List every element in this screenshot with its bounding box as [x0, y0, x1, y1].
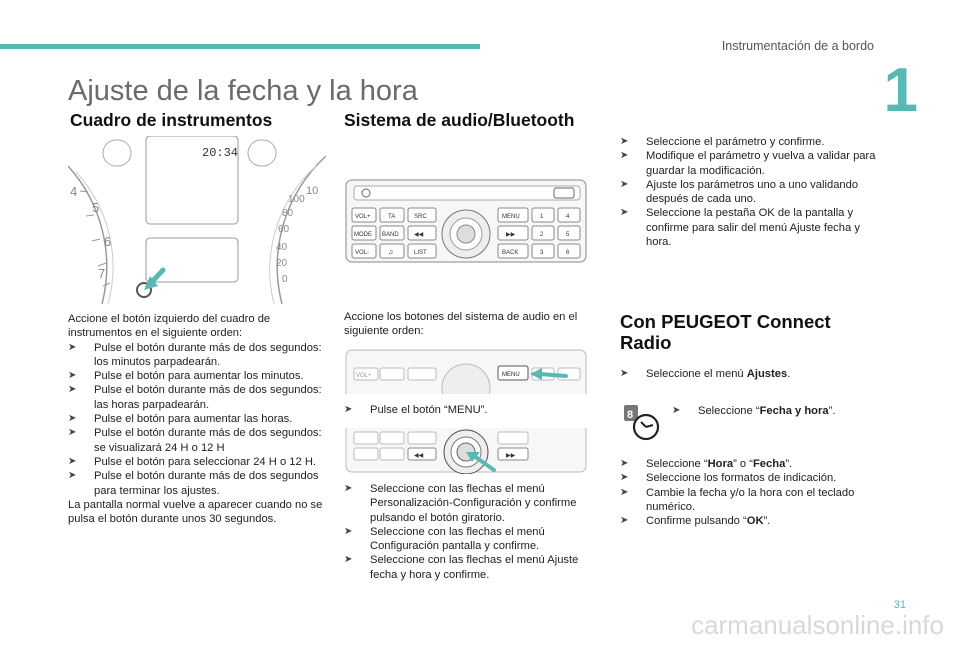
- svg-text:1: 1: [540, 214, 544, 220]
- svg-text:80: 80: [282, 208, 294, 219]
- svg-text:20: 20: [276, 258, 288, 269]
- svg-text:5: 5: [566, 232, 570, 238]
- list-item: ➤ Pulse el botón “MENU”.: [344, 404, 488, 416]
- list-item: ➤ Pulse el botón para aumentar las horas.: [68, 413, 293, 426]
- list-item: ➤ Seleccione “Hora” o “Fecha”.: [620, 458, 793, 470]
- page-number: 31: [893, 599, 906, 611]
- dial-left-6: 6: [104, 234, 112, 249]
- svg-text:♫: ♫: [388, 249, 394, 256]
- list-item: ➤ Seleccione la pestaña OK de la pantalla y confirme para salir del menú Ajuste fecha y hora.: [620, 207, 860, 249]
- icon-badge: 8: [627, 409, 634, 421]
- clock-settings-icon: [624, 405, 662, 441]
- svg-text:▶▶: ▶▶: [506, 232, 516, 238]
- audio-menu-button-image: [344, 348, 590, 394]
- col3-tab-step: [672, 404, 872, 418]
- list-item: ➤ Pulse el botón para aumentar los minutos.: [68, 370, 304, 383]
- svg-text:60: 60: [278, 224, 290, 235]
- col1-intro: Accione el botón izquierdo del cuadro de instrumentos en el siguiente orden:: [68, 313, 271, 340]
- list-item: ➤ Seleccione el menú Ajustes.: [620, 368, 791, 380]
- svg-text:100: 100: [288, 194, 305, 205]
- col2-menu-step: [344, 403, 596, 417]
- svg-text:3: 3: [540, 250, 544, 256]
- svg-text:VOL+: VOL+: [355, 214, 371, 220]
- col2-steps: [344, 482, 596, 582]
- list-item: ➤ Pulse el botón durante más de dos segundos: se visualizará 24 H o 12 H: [68, 427, 322, 454]
- page-title: Ajuste de la fecha y la hora: [68, 75, 418, 107]
- dial-left-7: 7: [98, 266, 106, 281]
- header-accent-bar: [0, 44, 480, 49]
- svg-text:40: 40: [276, 242, 288, 253]
- col2-intro: Accione los botones del sistema de audio en el siguiente orden:: [344, 311, 578, 338]
- col3-top-steps: [620, 135, 876, 249]
- audio-knob-image: [344, 428, 590, 474]
- col2-heading: Sistema de audio/Bluetooth: [344, 110, 575, 130]
- watermark: carmanualsonline.info: [691, 610, 944, 640]
- connect-radio-heading: Con PEUGEOT Connect Radio: [620, 311, 831, 354]
- svg-text:2: 2: [540, 232, 544, 238]
- dial-left-4: 4: [70, 184, 78, 199]
- list-item: ➤ Pulse el botón durante más de dos segundos para terminar los ajustes.: [68, 470, 319, 497]
- list-item: ➤ Seleccione el parámetro y confirme.: [620, 136, 825, 148]
- col1-outro: La pantalla normal vuelve a aparecer cuando no se pulsa el botón durante unos 30 segundos.: [68, 498, 323, 526]
- col3-bottom-steps: [620, 457, 876, 528]
- svg-text:LIST: LIST: [414, 250, 427, 256]
- list-item: ➤ Pulse el botón para seleccionar 24 H o 12 H.: [68, 455, 317, 468]
- svg-text:BAND: BAND: [382, 232, 399, 238]
- list-item: ➤ Pulse el botón durante más de dos segundos: los minutos parpadearán.: [68, 341, 322, 368]
- list-item: ➤ Seleccione con las flechas el menú Configuración pantalla y confirme.: [344, 525, 545, 553]
- svg-text:MENU: MENU: [502, 372, 520, 378]
- instrument-cluster-image: [68, 136, 326, 304]
- list-item: ➤ Seleccione los formatos de indicación.: [620, 472, 837, 485]
- clock-display: 20:34: [202, 146, 239, 160]
- list-item: ➤ Seleccione con las flechas el menú Personalización-Configuración y confirme pulsando el botón giratorio.: [344, 483, 577, 524]
- svg-text:MODE: MODE: [354, 232, 372, 238]
- col1-heading: Cuadro de instrumentos: [70, 110, 273, 130]
- svg-text:6: 6: [566, 250, 570, 256]
- col1-text: [68, 312, 326, 526]
- section-label: Instrumentación de a bordo: [721, 39, 874, 53]
- svg-text:◀◀: ◀◀: [414, 232, 424, 238]
- list-item: ➤ Confirme pulsando “OK”.: [620, 515, 771, 528]
- list-item: ➤ Modifique el parámetro y vuelva a validar para guardar la modificación.: [620, 150, 876, 177]
- svg-text:VOL-: VOL-: [355, 250, 370, 256]
- dial-left-5: 5: [92, 200, 100, 215]
- svg-text:10: 10: [306, 185, 319, 197]
- list-item: ➤ Cambie la fecha y/o la hora con el teclado numérico.: [620, 486, 855, 513]
- list-item: ➤ Seleccione con las flechas el menú Ajuste fecha y hora y confirme.: [344, 554, 579, 581]
- svg-text:4: 4: [566, 214, 570, 220]
- audio-system-image: [344, 176, 590, 266]
- svg-text:◀◀: ◀◀: [414, 453, 424, 459]
- svg-text:0: 0: [282, 274, 288, 285]
- svg-text:MENU: MENU: [502, 214, 520, 220]
- list-item: ➤ Ajuste los parámetros uno a uno validando después de cada uno.: [620, 178, 859, 206]
- list-item: ➤ Seleccione “Fecha y hora”.: [672, 405, 836, 417]
- svg-text:VOL+: VOL+: [356, 373, 372, 379]
- svg-text:SRC: SRC: [414, 214, 427, 220]
- svg-text:TA: TA: [388, 214, 396, 220]
- brand-name: PEUGEOT: [661, 311, 752, 332]
- chapter-number: 1: [883, 56, 918, 125]
- list-item: ➤ Pulse el botón durante más de dos segundos: las horas parpadearán.: [68, 384, 322, 411]
- svg-text:BACK: BACK: [502, 250, 519, 256]
- col3-settings-step: [620, 367, 876, 381]
- svg-text:▶▶: ▶▶: [506, 453, 516, 459]
